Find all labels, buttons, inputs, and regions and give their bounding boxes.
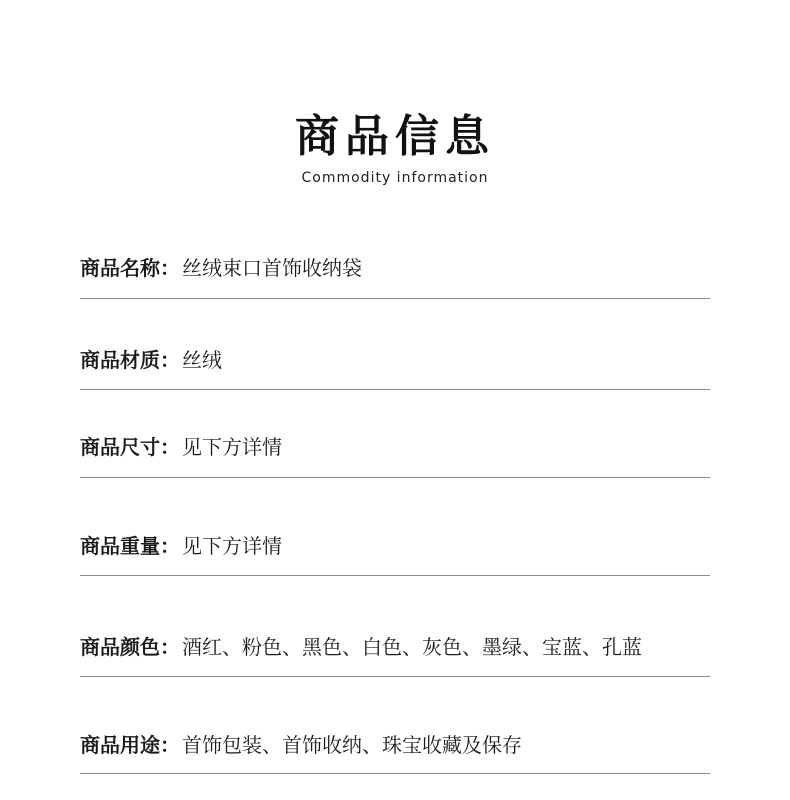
row-divider [80,676,710,677]
info-label: 商品用途： [80,733,180,757]
row-divider [80,477,710,478]
info-value: 首饰包装、首饰收纳、珠宝收藏及保存 [182,733,522,757]
row-divider [80,575,710,576]
info-label: 商品颜色： [80,635,180,659]
row-divider [80,389,710,390]
info-label: 商品重量： [80,534,180,558]
info-row-size [80,433,710,461]
info-value: 见下方详情 [182,534,282,558]
info-row-name [80,254,710,282]
section-header [0,108,790,186]
info-value: 丝绒束口首饰收纳袋 [182,256,362,280]
info-label: 商品名称： [80,256,180,280]
info-label: 商品尺寸： [80,435,180,459]
section-title: 商品信息 [295,111,495,162]
info-row-material [80,346,710,374]
section-subtitle: Commodity information [301,170,489,186]
info-value: 酒红、粉色、黑色、白色、灰色、墨绿、宝蓝、孔蓝 [182,635,642,659]
info-label: 商品材质： [80,348,180,372]
info-row-color [80,633,710,661]
row-divider [80,298,710,299]
info-row-usage [80,731,710,759]
info-row-weight [80,532,710,560]
info-value: 见下方详情 [182,435,282,459]
info-value: 丝绒 [182,348,222,372]
row-divider [80,773,710,774]
